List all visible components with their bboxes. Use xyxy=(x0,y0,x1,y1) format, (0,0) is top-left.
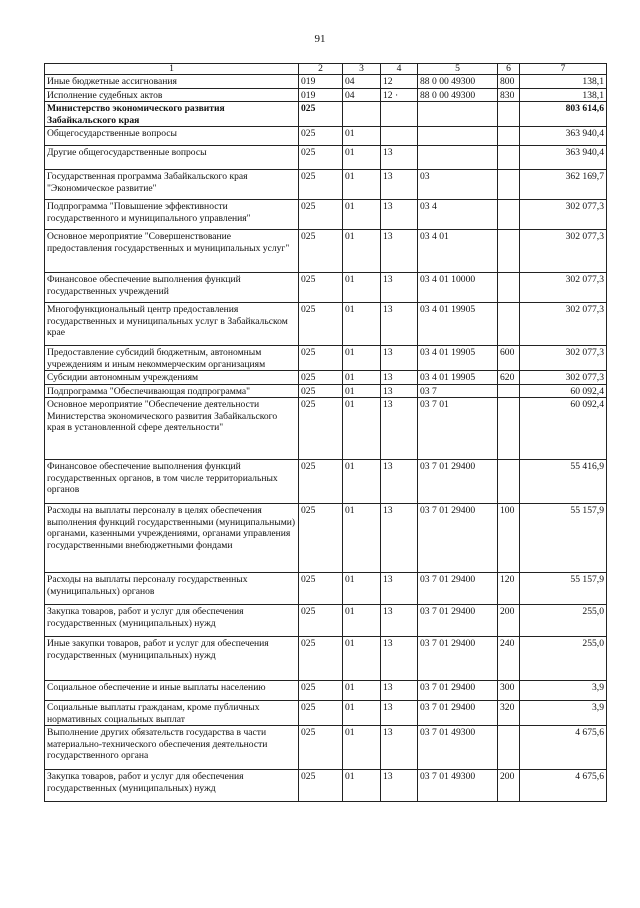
amount-cell: 4 675,6 xyxy=(520,770,607,802)
code-cell: 04 xyxy=(343,88,381,102)
code-cell: 01 xyxy=(343,200,381,230)
code-cell: 100 xyxy=(498,504,520,573)
code-cell: 03 7 01 29400 xyxy=(418,504,498,573)
amount-cell: 3,9 xyxy=(520,681,607,701)
row-name-cell: Основное мероприятие "Обеспечение деятельности Министерства экономического развития Забайкальского края в установленной сфере деятельности" xyxy=(45,398,299,460)
table-row xyxy=(45,75,607,89)
code-cell: 200 xyxy=(498,605,520,637)
code-cell xyxy=(498,170,520,200)
code-cell: 620 xyxy=(498,371,520,385)
code-cell xyxy=(418,146,498,170)
page-number: 91 xyxy=(314,33,326,45)
code-cell: 025 xyxy=(299,637,343,681)
code-cell: 025 xyxy=(299,371,343,385)
code-cell: 120 xyxy=(498,573,520,605)
code-cell: 13 xyxy=(381,726,418,770)
code-cell xyxy=(498,398,520,460)
row-name-cell: Другие общегосударственные вопросы xyxy=(45,146,299,170)
code-cell: 830 xyxy=(498,88,520,102)
code-cell: 025 xyxy=(299,573,343,605)
amount-cell: 255,0 xyxy=(520,637,607,681)
code-cell: 01 xyxy=(343,637,381,681)
code-cell: 01 xyxy=(343,273,381,303)
amount-cell: 803 614,6 xyxy=(520,102,607,127)
code-cell: 03 4 01 19905 xyxy=(418,346,498,371)
code-cell: 04 xyxy=(343,75,381,89)
code-cell xyxy=(418,127,498,146)
code-cell: 025 xyxy=(299,605,343,637)
table-row xyxy=(45,573,607,605)
code-cell: 03 4 01 xyxy=(418,230,498,273)
code-cell: 025 xyxy=(299,681,343,701)
code-cell: 13 xyxy=(381,346,418,371)
code-cell: 01 xyxy=(343,170,381,200)
code-cell: 13 xyxy=(381,460,418,504)
header-cell: 4 xyxy=(381,64,418,75)
code-cell xyxy=(381,102,418,127)
table-row xyxy=(45,127,607,146)
code-cell: 13 xyxy=(381,371,418,385)
code-cell: 01 xyxy=(343,770,381,802)
code-cell xyxy=(498,460,520,504)
amount-cell: 138,1 xyxy=(520,88,607,102)
code-cell xyxy=(498,200,520,230)
code-cell: 13 xyxy=(381,398,418,460)
table-row xyxy=(45,460,607,504)
code-cell: 01 xyxy=(343,371,381,385)
code-cell: 13 xyxy=(381,146,418,170)
code-cell: 200 xyxy=(498,770,520,802)
header-cell: 2 xyxy=(299,64,343,75)
code-cell: 03 7 01 xyxy=(418,398,498,460)
amount-cell: 55 157,9 xyxy=(520,573,607,605)
row-name-cell: Основное мероприятие "Совершенствование предоставления государственных и муниципальных услуг" xyxy=(45,230,299,273)
code-cell xyxy=(498,127,520,146)
code-cell: 03 7 01 29400 xyxy=(418,681,498,701)
code-cell: 025 xyxy=(299,726,343,770)
amount-cell: 55 157,9 xyxy=(520,504,607,573)
code-cell: 019 xyxy=(299,88,343,102)
table-row xyxy=(45,170,607,200)
amount-cell: 4 675,6 xyxy=(520,726,607,770)
amount-cell: 55 416,9 xyxy=(520,460,607,504)
row-name-cell: Исполнение судебных актов xyxy=(45,88,299,102)
code-cell: 025 xyxy=(299,398,343,460)
amount-cell: 60 092,4 xyxy=(520,398,607,460)
code-cell: 600 xyxy=(498,346,520,371)
row-name-cell: Расходы на выплаты персоналу государственных (муниципальных) органов xyxy=(45,573,299,605)
row-name-cell: Многофункциональный центр предоставления государственных и муниципальных услуг в Забайкальском крае xyxy=(45,303,299,346)
code-cell: 03 7 01 29400 xyxy=(418,637,498,681)
code-cell: 03 7 01 49300 xyxy=(418,726,498,770)
header-row xyxy=(45,64,607,75)
code-cell: 01 xyxy=(343,726,381,770)
row-name-cell: Закупка товаров, работ и услуг для обеспечения государственных (муниципальных) нужд xyxy=(45,605,299,637)
code-cell: 025 xyxy=(299,200,343,230)
code-cell: 03 4 01 10000 xyxy=(418,273,498,303)
amount-cell: 60 092,4 xyxy=(520,384,607,398)
code-cell: 01 xyxy=(343,346,381,371)
code-cell xyxy=(498,384,520,398)
row-name-cell: Государственная программа Забайкальского края "Экономическое развитие" xyxy=(45,170,299,200)
header-cell: 5 xyxy=(418,64,498,75)
row-name-cell: Подпрограмма "Повышение эффективности государственного и муниципального управления" xyxy=(45,200,299,230)
table-row xyxy=(45,303,607,346)
amount-cell: 302 077,3 xyxy=(520,230,607,273)
code-cell xyxy=(498,102,520,127)
row-name-cell: Финансовое обеспечение выполнения функций государственных органов, в том числе территориальных органов xyxy=(45,460,299,504)
code-cell: 025 xyxy=(299,273,343,303)
code-cell: 88 0 00 49300 xyxy=(418,75,498,89)
code-cell: 01 xyxy=(343,384,381,398)
row-name-cell: Иные закупки товаров, работ и услуг для обеспечения государственных (муниципальных) нужд xyxy=(45,637,299,681)
code-cell: 03 4 01 19905 xyxy=(418,371,498,385)
code-cell: 13 xyxy=(381,273,418,303)
row-name-cell: Подпрограмма "Обеспечивающая подпрограмма" xyxy=(45,384,299,398)
row-name-cell: Министерство экономического развития Забайкальского края xyxy=(45,102,299,127)
code-cell xyxy=(498,303,520,346)
code-cell: 03 4 xyxy=(418,200,498,230)
code-cell: 13 xyxy=(381,230,418,273)
code-cell: 13 xyxy=(381,170,418,200)
amount-cell: 255,0 xyxy=(520,605,607,637)
code-cell: 01 xyxy=(343,701,381,726)
row-name-cell: Социальное обеспечение и иные выплаты населению xyxy=(45,681,299,701)
table-row xyxy=(45,102,607,127)
code-cell: 01 xyxy=(343,146,381,170)
code-cell: 13 xyxy=(381,637,418,681)
code-cell: 13 xyxy=(381,384,418,398)
code-cell: 025 xyxy=(299,770,343,802)
code-cell xyxy=(498,146,520,170)
table-row xyxy=(45,605,607,637)
code-cell: 01 xyxy=(343,398,381,460)
budget-table xyxy=(44,63,607,802)
table-row xyxy=(45,146,607,170)
amount-cell: 302 077,3 xyxy=(520,371,607,385)
table-row xyxy=(45,230,607,273)
code-cell: 01 xyxy=(343,230,381,273)
table-row xyxy=(45,200,607,230)
header-cell: 6 xyxy=(498,64,520,75)
code-cell: 13 xyxy=(381,605,418,637)
code-cell: 13 xyxy=(381,200,418,230)
code-cell: 240 xyxy=(498,637,520,681)
amount-cell: 363 940,4 xyxy=(520,127,607,146)
amount-cell: 302 077,3 xyxy=(520,273,607,303)
code-cell: 03 7 01 29400 xyxy=(418,701,498,726)
code-cell xyxy=(498,726,520,770)
amount-cell: 302 077,3 xyxy=(520,303,607,346)
header-cell: 7 xyxy=(520,64,607,75)
code-cell: 800 xyxy=(498,75,520,89)
code-cell: 03 7 01 29400 xyxy=(418,573,498,605)
code-cell: 13 xyxy=(381,303,418,346)
code-cell: 025 xyxy=(299,146,343,170)
row-name-cell: Закупка товаров, работ и услуг для обеспечения государственных (муниципальных) нужд xyxy=(45,770,299,802)
amount-cell: 362 169,7 xyxy=(520,170,607,200)
row-name-cell: Финансовое обеспечение выполнения функций государственных учреждений xyxy=(45,273,299,303)
table-row xyxy=(45,346,607,371)
code-cell: 025 xyxy=(299,701,343,726)
code-cell: 300 xyxy=(498,681,520,701)
table-row xyxy=(45,504,607,573)
code-cell: 320 xyxy=(498,701,520,726)
table-row xyxy=(45,384,607,398)
code-cell: 019 xyxy=(299,75,343,89)
amount-cell: 302 077,3 xyxy=(520,346,607,371)
code-cell: 025 xyxy=(299,102,343,127)
code-cell: 025 xyxy=(299,346,343,371)
code-cell: 025 xyxy=(299,230,343,273)
code-cell: 13 xyxy=(381,504,418,573)
header-cell: 1 xyxy=(45,64,299,75)
code-cell: 13 xyxy=(381,681,418,701)
code-cell: 03 7 01 49300 xyxy=(418,770,498,802)
code-cell: 01 xyxy=(343,504,381,573)
table-row xyxy=(45,398,607,460)
code-cell: 13 xyxy=(381,770,418,802)
amount-cell: 363 940,4 xyxy=(520,146,607,170)
code-cell xyxy=(498,273,520,303)
code-cell xyxy=(343,102,381,127)
row-name-cell: Субсидии автономным учреждениям xyxy=(45,371,299,385)
code-cell: 13 xyxy=(381,573,418,605)
code-cell: 025 xyxy=(299,504,343,573)
row-name-cell: Расходы на выплаты персоналу в целях обеспечения выполнения функций государственными (муниципальными) органами, казенными учреждениями, органами управления государственными внебюджетными фондами xyxy=(45,504,299,573)
code-cell xyxy=(418,102,498,127)
code-cell: 025 xyxy=(299,460,343,504)
code-cell: 01 xyxy=(343,303,381,346)
table-row xyxy=(45,88,607,102)
table-row xyxy=(45,701,607,726)
code-cell: 01 xyxy=(343,681,381,701)
table-row xyxy=(45,681,607,701)
header-cell: 3 xyxy=(343,64,381,75)
code-cell: 03 7 xyxy=(418,384,498,398)
code-cell: 01 xyxy=(343,460,381,504)
code-cell: 13 xyxy=(381,701,418,726)
code-cell: 01 xyxy=(343,127,381,146)
code-cell: 025 xyxy=(299,303,343,346)
code-cell: 03 xyxy=(418,170,498,200)
code-cell: 01 xyxy=(343,605,381,637)
table-row xyxy=(45,726,607,770)
code-cell: 03 7 01 29400 xyxy=(418,460,498,504)
code-cell xyxy=(381,127,418,146)
row-name-cell: Предоставление субсидий бюджетным, автономным учреждениям и иным некоммерческим организациям xyxy=(45,346,299,371)
row-name-cell: Общегосударственные вопросы xyxy=(45,127,299,146)
table-row xyxy=(45,637,607,681)
table-row xyxy=(45,273,607,303)
table-row xyxy=(45,770,607,802)
code-cell xyxy=(498,230,520,273)
row-name-cell: Выполнение других обязательств государства в части материально-технического обеспечения деятельности государственного органа xyxy=(45,726,299,770)
table-row xyxy=(45,371,607,385)
code-cell: 025 xyxy=(299,384,343,398)
code-cell: 025 xyxy=(299,127,343,146)
code-cell: 12 · xyxy=(381,88,418,102)
amount-cell: 138,1 xyxy=(520,75,607,89)
amount-cell: 302 077,3 xyxy=(520,200,607,230)
code-cell: 12 xyxy=(381,75,418,89)
row-name-cell: Иные бюджетные ассигнования xyxy=(45,75,299,89)
amount-cell: 3,9 xyxy=(520,701,607,726)
code-cell: 03 4 01 19905 xyxy=(418,303,498,346)
code-cell: 88 0 00 49300 xyxy=(418,88,498,102)
code-cell: 03 7 01 29400 xyxy=(418,605,498,637)
code-cell: 01 xyxy=(343,573,381,605)
code-cell: 025 xyxy=(299,170,343,200)
row-name-cell: Социальные выплаты гражданам, кроме публичных нормативных социальных выплат xyxy=(45,701,299,726)
